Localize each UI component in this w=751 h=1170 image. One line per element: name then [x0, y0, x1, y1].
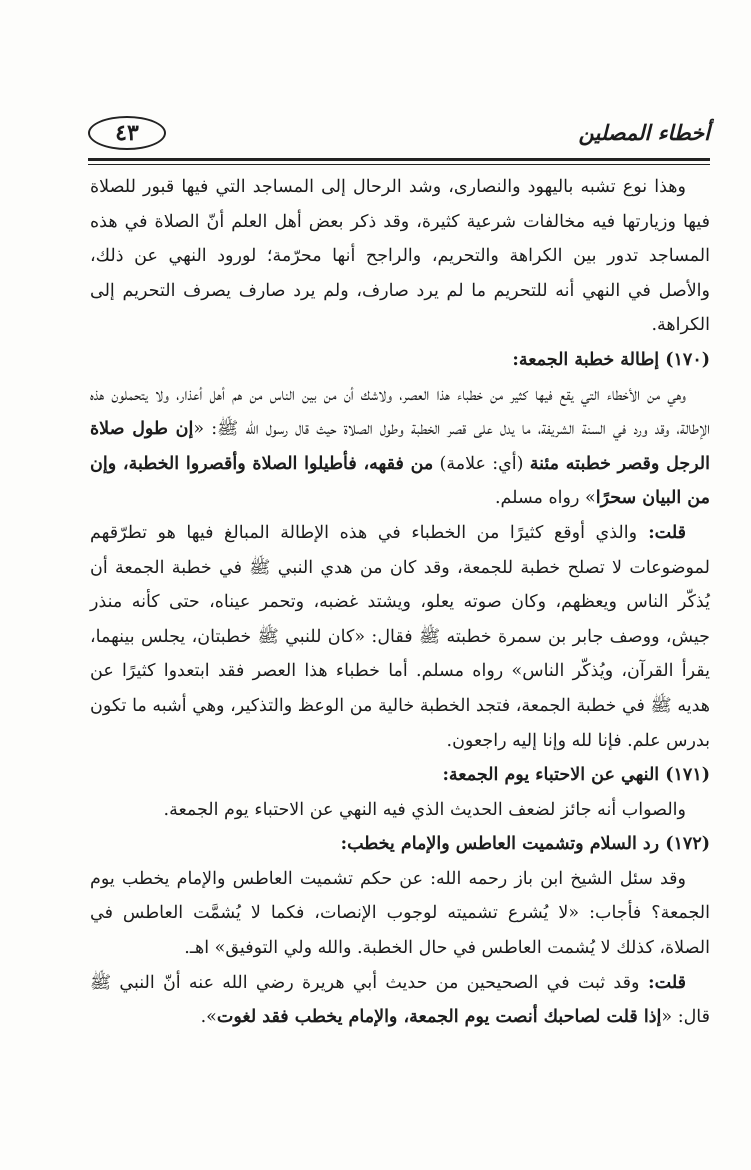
- hadith-quote: إن طول صلاة الرجل وقصر خطبته مئنة: [90, 419, 710, 474]
- header-rule-thick: [88, 158, 710, 161]
- page-number: ٤٣: [88, 116, 166, 150]
- paragraph-text: وقد ثبت في الصحيحين من حديث أبي هريرة رضي الله عنه أنّ النبي ﷺ قال: «: [90, 972, 710, 1028]
- paragraph-text: ».: [200, 1007, 217, 1028]
- commentary-label: قلت:: [637, 522, 686, 543]
- paragraph: [90, 516, 710, 758]
- paragraph: وهذا نوع تشبه باليهود والنصارى، وشد الرحال إلى المساجد التي فيها قبور للصلاة فيها وزيارتها فيه مخالفات شرعية كثيرة، وقد ذكر بعض أهل العلم أنّ الصلاة في هذه المساجد تدور بين الكراهة والتحريم، والراجح أنها محرّمة؛ لورود النهي عن ذلك، والأصل في النهي أنه للتحريم ما لم يرد صارف، ولم يرد صارف يصرف التحريم إلى الكراهة.: [90, 177, 710, 336]
- section-heading-170: (١٧٠) إطالة خطبة الجمعة:: [512, 349, 710, 370]
- hadith-quote: إذا قلت لصاحبك أنصت يوم الجمعة، والإمام يخطب فقد لغوت: [216, 1007, 662, 1028]
- paragraph-text: (أي: علامة): [433, 453, 530, 474]
- running-title: أخطاء المصلين: [578, 120, 710, 145]
- paragraph-text: وهي من الأخطاء التي يقع فيها كثير من خطباء هذا العصر، ولاشك أن من بين الناس من هم أهل أعذار، ولا يتحملون هذه الإطالة، وقد ورد في السنة الشريفة، ما يدل على قصر الخطبة وطول الصلاة حيث قال رسول الله ﷺ: «: [90, 384, 710, 440]
- section-heading-172: (١٧٢) رد السلام وتشميت العاطس والإمام يخطب:: [340, 834, 710, 855]
- paragraph: والصواب أنه جائز لضعف الحديث الذي فيه النهي عن الاحتباء يوم الجمعة.: [163, 799, 686, 820]
- page-body: [90, 170, 710, 1035]
- header-rule-thin: [88, 164, 710, 165]
- paragraph-text: » رواه مسلم.: [494, 488, 596, 509]
- paragraph-text: والذي أوقع كثيرًا من الخطباء في هذه الإطالة المبالغ فيها هو تطرّقهم لموضوعات لا تصلح خطبة للجمعة، وقد كان من هدي النبي ﷺ في خطبة الجمعة أن يُذكّر الناس ويعظهم، وكان صوته يعلو، ويشتد غضبه، وتحمر عيناه، حتى كأنه منذر جيش، ووصف جابر بن سمرة خطبته ﷺ فقال: «كان للنبي ﷺ خطبتان، يجلس بينهما، يقرأ القرآن، ويُذكّر الناس» رواه مسلم. أما خطباء هذا العصر فقد ابتعدوا كثيرًا عن هديه ﷺ في خطبة الجمعة، فتجد الخطبة خالية من الوعظ والتذكير، وهي أشبه ما تكون بدرس علم. فإنا لله وإنا إليه راجعون.: [90, 522, 710, 751]
- page-header: [88, 116, 710, 156]
- paragraph: وقد سئل الشيخ ابن باز رحمه الله: عن حكم تشميت العاطس والإمام يخطب يوم الجمعة؟ فأجاب: «لا يُشرع تشميته لوجوب الإنصات، فكما لا يُشمَّت العاطس في الصلاة، كذلك لا يُشمت العاطس في حال الخطبة. والله ولي التوفيق» اهـ.: [90, 868, 710, 959]
- section-heading-171: (١٧١) النهي عن الاحتباء يوم الجمعة:: [442, 765, 710, 786]
- paragraph: [90, 966, 710, 1035]
- commentary-label: قلت:: [639, 972, 686, 993]
- paragraph: [90, 378, 710, 516]
- hadith-quote: من فقهه، فأطيلوا الصلاة وأقصروا الخطبة، وإن من البيان سحرًا: [90, 453, 710, 509]
